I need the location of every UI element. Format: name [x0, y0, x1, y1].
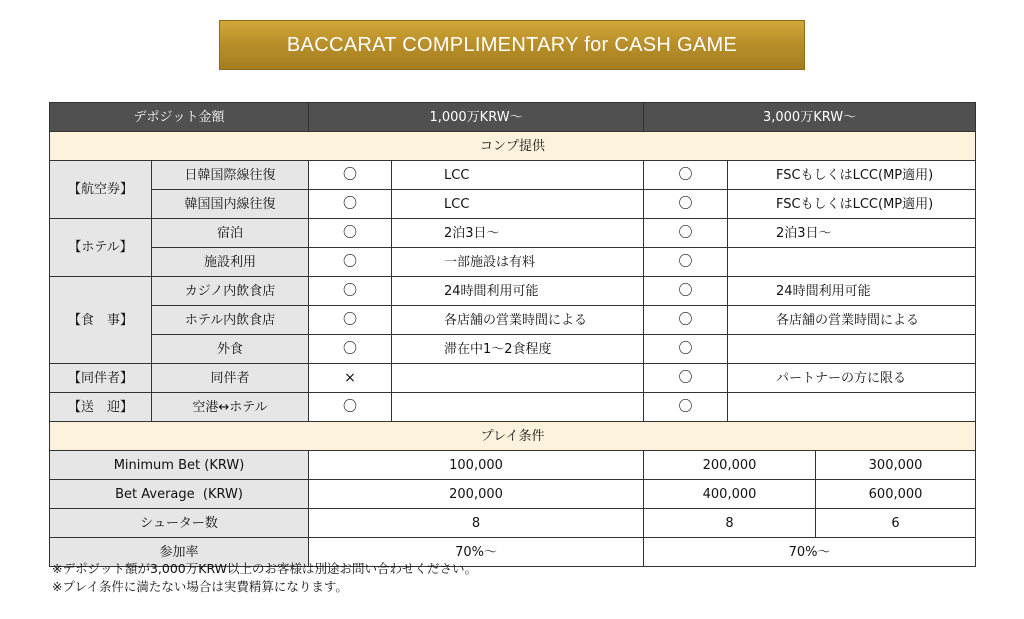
header-deposit: デポジット金額 — [50, 103, 309, 132]
tier1-mark: 〇 — [309, 277, 392, 306]
section-play — [50, 422, 976, 451]
tier2-text: 各店舗の営業時間による — [728, 306, 976, 335]
play-tier2a-value: 8 — [644, 509, 816, 538]
play-tier2a-value: 200,000 — [644, 451, 816, 480]
item-label: 施設利用 — [152, 248, 309, 277]
table-row — [50, 451, 976, 480]
participation-label: 参加率 — [50, 538, 309, 567]
tier1-text — [392, 364, 644, 393]
category-hotel: 【ホテル】 — [50, 219, 152, 277]
tier1-mark: 〇 — [309, 393, 392, 422]
item-label: 韓国国内線往復 — [152, 190, 309, 219]
table-row — [50, 248, 976, 277]
tier2-text — [728, 393, 976, 422]
tier1-mark: 〇 — [309, 248, 392, 277]
tier2-mark: 〇 — [644, 161, 728, 190]
tier2-text — [728, 335, 976, 364]
table-row — [50, 509, 976, 538]
tier1-text: 滞在中1〜2食程度 — [392, 335, 644, 364]
footnote: ※プレイ条件に満たない場合は実費精算になります。 — [52, 579, 348, 594]
table-row — [50, 277, 976, 306]
section-comp-title: コンプ提供 — [50, 132, 976, 161]
table-row — [50, 190, 976, 219]
play-label: Bet Average (KRW) — [50, 480, 309, 509]
play-tier1-value: 100,000 — [309, 451, 644, 480]
tier2-text: 24時間利用可能 — [728, 277, 976, 306]
participation-tier2: 70%〜 — [644, 538, 976, 567]
play-label: Minimum Bet (KRW) — [50, 451, 309, 480]
table-row — [50, 306, 976, 335]
tier2-mark: 〇 — [644, 277, 728, 306]
table-row — [50, 364, 976, 393]
tier1-mark: × — [309, 364, 392, 393]
play-tier1-value: 200,000 — [309, 480, 644, 509]
tier2-mark: 〇 — [644, 248, 728, 277]
tier2-mark: 〇 — [644, 190, 728, 219]
tier1-text: 一部施設は有料 — [392, 248, 644, 277]
category-air: 【航空券】 — [50, 161, 152, 219]
tier2-text: FSCもしくはLCC(MP適用) — [728, 190, 976, 219]
participation-tier1: 70%〜 — [309, 538, 644, 567]
play-tier2a-value: 400,000 — [644, 480, 816, 509]
tier1-text: LCC — [392, 161, 644, 190]
item-label: 空港↔ホテル — [152, 393, 309, 422]
item-label: 宿泊 — [152, 219, 309, 248]
tier1-mark: 〇 — [309, 190, 392, 219]
item-label: 外食 — [152, 335, 309, 364]
page-title-banner — [219, 20, 805, 70]
complimentary-table — [49, 102, 976, 567]
play-tier2b-value: 300,000 — [816, 451, 976, 480]
section-play-title: プレイ条件 — [50, 422, 976, 451]
tier2-text: 2泊3日〜 — [728, 219, 976, 248]
table-row — [50, 480, 976, 509]
header-tier-2: 3,000万KRW〜 — [644, 103, 976, 132]
section-comp — [50, 132, 976, 161]
item-label: カジノ内飲食店 — [152, 277, 309, 306]
table-row — [50, 393, 976, 422]
tier1-mark: 〇 — [309, 161, 392, 190]
footnote: ※デポジット額が3,000万KRW以上のお客様は別途お問い合わせください。 — [52, 561, 477, 576]
category-transfer: 【送 迎】 — [50, 393, 152, 422]
table-row — [50, 335, 976, 364]
play-tier2b-value: 600,000 — [816, 480, 976, 509]
header-row — [50, 103, 976, 132]
header-tier-1: 1,000万KRW〜 — [309, 103, 644, 132]
play-tier2b-value: 6 — [816, 509, 976, 538]
tier2-mark: 〇 — [644, 219, 728, 248]
item-label: ホテル内飲食店 — [152, 306, 309, 335]
tier2-mark: 〇 — [644, 364, 728, 393]
page-title: BACCARAT COMPLIMENTARY for CASH GAME — [286, 33, 738, 56]
tier2-mark: 〇 — [644, 335, 728, 364]
tier1-text — [392, 393, 644, 422]
tier1-text: 2泊3日〜 — [392, 219, 644, 248]
play-label: シューター数 — [50, 509, 309, 538]
tier1-text: 各店舗の営業時間による — [392, 306, 644, 335]
tier1-text: 24時間利用可能 — [392, 277, 644, 306]
tier1-mark: 〇 — [309, 306, 392, 335]
item-label: 日韓国際線往復 — [152, 161, 309, 190]
tier1-text: LCC — [392, 190, 644, 219]
tier2-text: FSCもしくはLCC(MP適用) — [728, 161, 976, 190]
tier2-text — [728, 248, 976, 277]
category-companion: 【同伴者】 — [50, 364, 152, 393]
table-row — [50, 161, 976, 190]
footnotes — [52, 560, 477, 596]
tier1-mark: 〇 — [309, 335, 392, 364]
item-label: 同伴者 — [152, 364, 309, 393]
category-meal: 【食 事】 — [50, 277, 152, 364]
tier1-mark: 〇 — [309, 219, 392, 248]
tier2-mark: 〇 — [644, 306, 728, 335]
table-row — [50, 219, 976, 248]
play-tier1-value: 8 — [309, 509, 644, 538]
tier2-mark: 〇 — [644, 393, 728, 422]
tier2-text: パートナーの方に限る — [728, 364, 976, 393]
